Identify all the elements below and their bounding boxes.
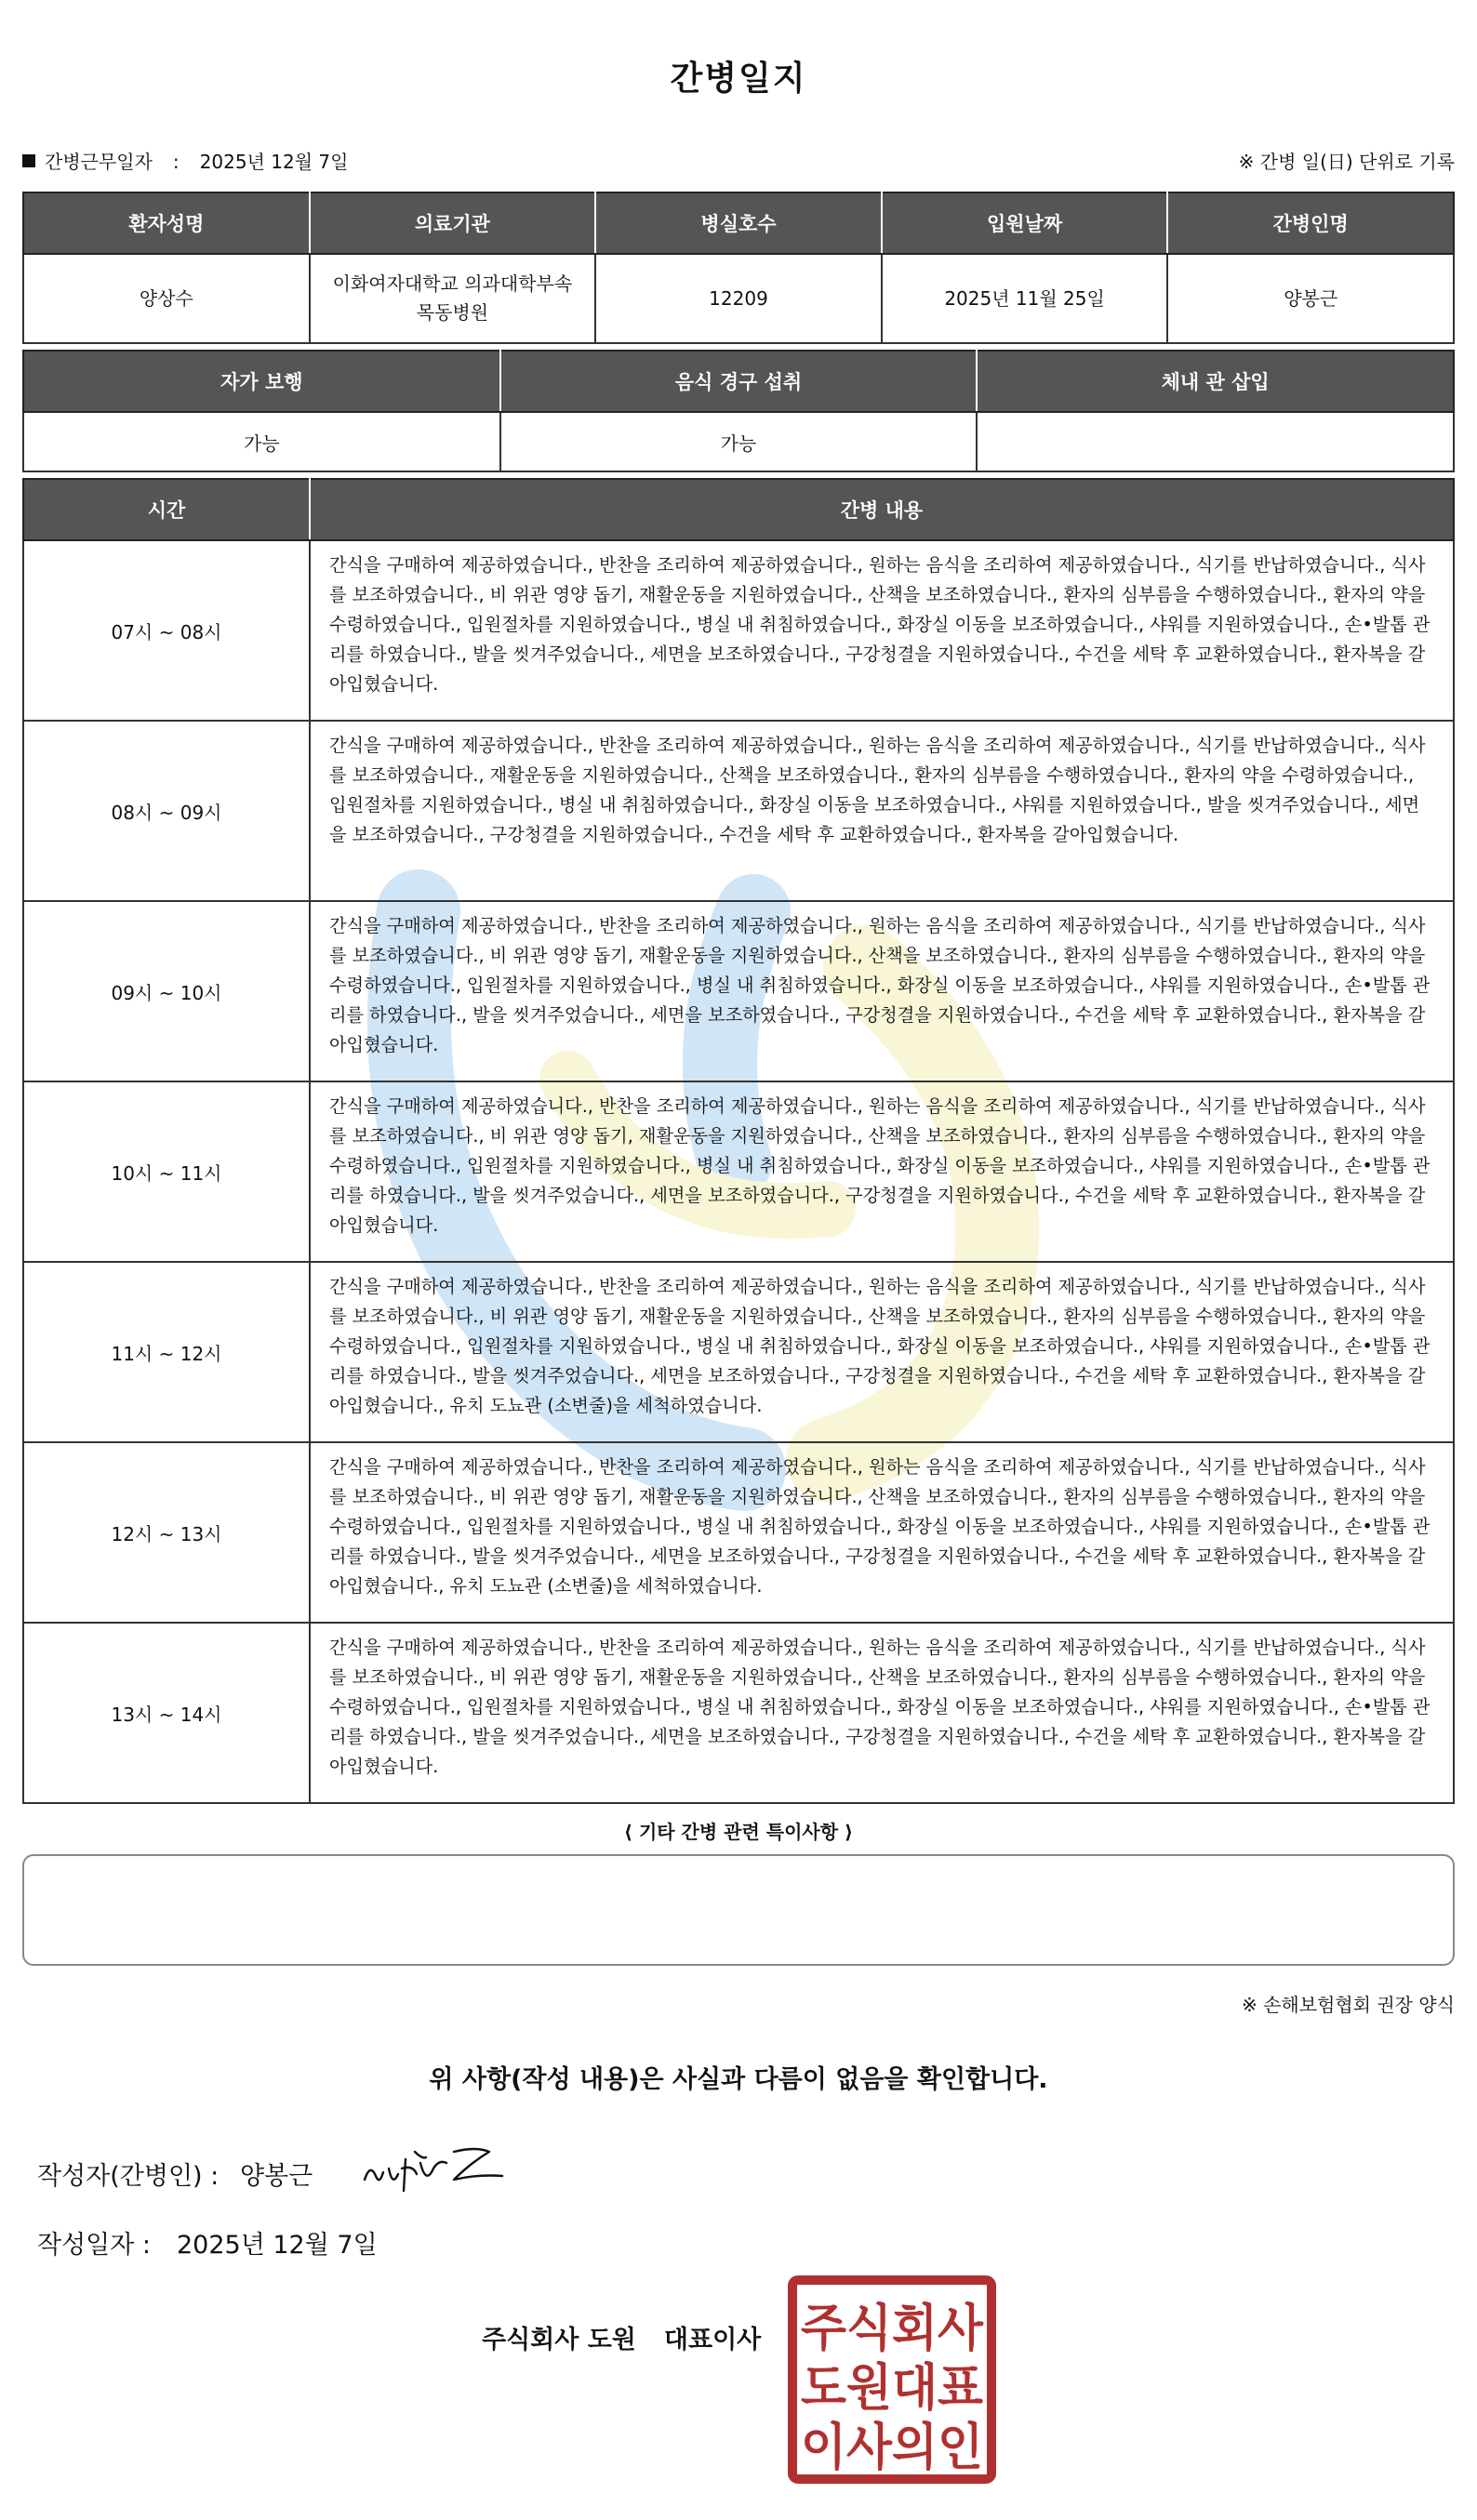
write-date-line — [37, 2224, 378, 2261]
tube-insertion-value — [977, 412, 1454, 471]
svg-text:주식회사: 주식회사 — [801, 2299, 984, 2357]
unit-note: ※ 간병 일(日) 단위로 기록 — [1238, 151, 1455, 173]
time-slot: 12시 ~ 13시 — [23, 1442, 310, 1623]
time-slot: 11시 ~ 12시 — [23, 1262, 310, 1442]
schedule-row — [23, 901, 1454, 1081]
special-notes-title: ⟨ 기타 간병 관련 특이사항 ⟩ — [623, 1821, 854, 1843]
care-schedule-table — [22, 478, 1455, 1804]
work-date-colon: : — [172, 151, 180, 173]
patient-name: 양상수 — [23, 254, 310, 343]
company-seal — [787, 2275, 997, 2485]
care-content: 간식을 구매하여 제공하였습니다., 반찬을 조리하여 제공하였습니다., 원하는 음식을 조리하여 제공하였습니다., 식기를 반납하였습니다., 식사를 보조하였습니다., 비 위관 영양 돕기, 재활운동을 지원하였습니다., 산책을 보조하였습니다., 환자의 심부름을 수행하였습니다., 환자의 약을 수령하였습니다., 입원절차를 지원하였습니다., 병실 내 취침하였습니다., 화장실 이동을 보조하였습니다., 샤워를 지원하였습니다., 손•발톱 관리를 하였습니다., 발을 씻겨주었습니다., 세면을 보조하였습니다., 구강청결을 지원하였습니다., 수건을 세탁 후 교환하였습니다., 환자복을 갈아입혔습니다. — [310, 1081, 1454, 1262]
admission-date: 2025년 11월 25일 — [882, 254, 1168, 343]
header-tube-insertion: 체내 관 삽입 — [977, 351, 1454, 412]
schedule-row — [23, 1623, 1454, 1803]
header-room: 병실호수 — [595, 192, 882, 254]
special-notes-box — [22, 1854, 1455, 1966]
write-date-value: 2025년 12월 7일 — [177, 2231, 378, 2260]
care-content: 간식을 구매하여 제공하였습니다., 반찬을 조리하여 제공하였습니다., 원하는 음식을 조리하여 제공하였습니다., 식기를 반납하였습니다., 식사를 보조하였습니다., 비 위관 영양 돕기, 재활운동을 지원하였습니다., 산책을 보조하였습니다., 환자의 심부름을 수행하였습니다., 환자의 약을 수령하였습니다., 입원절차를 지원하였습니다., 병실 내 취침하였습니다., 화장실 이동을 보조하였습니다., 샤워를 지원하였습니다., 손•발톱 관리를 하였습니다., 발을 씻겨주었습니다., 세면을 보조하였습니다., 구강청결을 지원하였습니다., 수건을 세탁 후 교환하였습니다., 환자복을 갈아입혔습니다. — [310, 901, 1454, 1081]
schedule-row — [23, 540, 1454, 721]
header-time: 시간 — [23, 479, 310, 540]
hospital-line-1: 이화여자대학교 의과대학부속 — [332, 272, 573, 295]
patient-info-table — [22, 192, 1455, 344]
care-content: 간식을 구매하여 제공하였습니다., 반찬을 조리하여 제공하였습니다., 원하는 음식을 조리하여 제공하였습니다., 식기를 반납하였습니다., 식사를 보조하였습니다., 재활운동을 지원하였습니다., 산책을 보조하였습니다., 환자의 심부름을 수행하였습니다., 환자의 약을 수령하였습니다., 입원절차를 지원하였습니다., 병실 내 취침하였습니다., 화장실 이동을 보조하였습니다., 샤워를 지원하였습니다., 발을 씻겨주었습니다., 세면을 보조하였습니다., 구강청결을 지원하였습니다., 수건을 세탁 후 교환하였습니다., 환자복을 갈아입혔습니다. — [310, 721, 1454, 901]
care-content: 간식을 구매하여 제공하였습니다., 반찬을 조리하여 제공하였습니다., 원하는 음식을 조리하여 제공하였습니다., 식기를 반납하였습니다., 식사를 보조하였습니다., 비 위관 영양 돕기, 재활운동을 지원하였습니다., 산책을 보조하였습니다., 환자의 심부름을 수행하였습니다., 환자의 약을 수령하였습니다., 입원절차를 지원하였습니다., 병실 내 취침하였습니다., 화장실 이동을 보조하였습니다., 샤워를 지원하였습니다., 손•발톱 관리를 하였습니다., 발을 씻겨주었습니다., 세면을 보조하였습니다., 구강청결을 지원하였습니다., 수건을 세탁 후 교환하였습니다., 환자복을 갈아입혔습니다. — [310, 540, 1454, 721]
schedule-row — [23, 1442, 1454, 1623]
patient-ability-table — [22, 350, 1455, 472]
room-number: 12209 — [595, 254, 882, 343]
writer-name: 양봉근 — [240, 2162, 313, 2191]
time-slot: 09시 ~ 10시 — [23, 901, 310, 1081]
writer-line — [37, 2155, 313, 2192]
signature — [361, 2131, 510, 2206]
header-hospital: 의료기관 — [310, 192, 596, 254]
work-date — [22, 147, 348, 174]
care-content: 간식을 구매하여 제공하였습니다., 반찬을 조리하여 제공하였습니다., 원하는 음식을 조리하여 제공하였습니다., 식기를 반납하였습니다., 식사를 보조하였습니다., 비 위관 영양 돕기, 재활운동을 지원하였습니다., 산책을 보조하였습니다., 환자의 심부름을 수행하였습니다., 환자의 약을 수령하였습니다., 입원절차를 지원하였습니다., 병실 내 취침하였습니다., 화장실 이동을 보조하였습니다., 샤워를 지원하였습니다., 손•발톱 관리를 하였습니다., 발을 씻겨주었습니다., 세면을 보조하였습니다., 구강청결을 지원하였습니다., 수건을 세탁 후 교환하였습니다., 환자복을 갈아입혔습니다., 유치 도뇨관 (소변줄)을 세척하였습니다. — [310, 1262, 1454, 1442]
recommended-form-note: ※ 손해보험협회 권장 양식 — [1241, 1994, 1455, 2016]
square-bullet-icon — [22, 154, 35, 167]
oral-intake-value: 가능 — [500, 412, 978, 471]
care-content: 간식을 구매하여 제공하였습니다., 반찬을 조리하여 제공하였습니다., 원하는 음식을 조리하여 제공하였습니다., 식기를 반납하였습니다., 식사를 보조하였습니다., 비 위관 영양 돕기, 재활운동을 지원하였습니다., 산책을 보조하였습니다., 환자의 심부름을 수행하였습니다., 환자의 약을 수령하였습니다., 입원절차를 지원하였습니다., 병실 내 취침하였습니다., 화장실 이동을 보조하였습니다., 샤워를 지원하였습니다., 손•발톱 관리를 하였습니다., 발을 씻겨주었습니다., 세면을 보조하였습니다., 구강청결을 지원하였습니다., 수건을 세탁 후 교환하였습니다., 환자복을 갈아입혔습니다. — [310, 1623, 1454, 1803]
hospital — [310, 254, 596, 343]
time-slot: 13시 ~ 14시 — [23, 1623, 310, 1803]
company-line — [482, 2319, 761, 2355]
time-slot: 10시 ~ 11시 — [23, 1081, 310, 1262]
meta-row — [22, 147, 1455, 175]
schedule-row — [23, 1081, 1454, 1262]
schedule-row — [23, 721, 1454, 901]
caregiver-name: 양봉근 — [1167, 254, 1454, 343]
header-self-walking: 자가 보행 — [23, 351, 500, 412]
confirmation-statement: 위 사항(작성 내용)은 사실과 다름이 없음을 확인합니다. — [429, 2065, 1048, 2094]
company-role: 대표이사 — [663, 2326, 762, 2354]
work-date-value: 2025년 12월 7일 — [199, 151, 349, 173]
care-content: 간식을 구매하여 제공하였습니다., 반찬을 조리하여 제공하였습니다., 원하는 음식을 조리하여 제공하였습니다., 식기를 반납하였습니다., 식사를 보조하였습니다., 비 위관 영양 돕기, 재활운동을 지원하였습니다., 산책을 보조하였습니다., 환자의 심부름을 수행하였습니다., 환자의 약을 수령하였습니다., 입원절차를 지원하였습니다., 병실 내 취침하였습니다., 화장실 이동을 보조하였습니다., 샤워를 지원하였습니다., 손•발톱 관리를 하였습니다., 발을 씻겨주었습니다., 세면을 보조하였습니다., 구강청결을 지원하였습니다., 수건을 세탁 후 교환하였습니다., 환자복을 갈아입혔습니다., 유치 도뇨관 (소변줄)을 세척하였습니다. — [310, 1442, 1454, 1623]
self-walking-value: 가능 — [23, 412, 500, 471]
svg-text:도원대표: 도원대표 — [801, 2358, 983, 2417]
work-date-label: 간병근무일자 — [45, 151, 153, 173]
svg-text:이사의인: 이사의인 — [801, 2418, 983, 2476]
header-caregiver-name: 간병인명 — [1167, 192, 1454, 254]
header-patient-name: 환자성명 — [23, 192, 310, 254]
time-slot: 07시 ~ 08시 — [23, 540, 310, 721]
writer-label: 작성자(간병인) : — [37, 2162, 220, 2191]
header-admission-date: 입원날짜 — [882, 192, 1168, 254]
page-title: 간병일지 — [670, 60, 807, 98]
header-care-content: 간병 내용 — [310, 479, 1454, 540]
write-date-label: 작성일자 : — [37, 2231, 152, 2260]
time-slot: 08시 ~ 09시 — [23, 721, 310, 901]
schedule-row — [23, 1262, 1454, 1442]
header-oral-intake: 음식 경구 섭취 — [500, 351, 978, 412]
hospital-line-2: 목동병원 — [416, 301, 489, 324]
company-name: 주식회사 도원 — [482, 2326, 636, 2354]
